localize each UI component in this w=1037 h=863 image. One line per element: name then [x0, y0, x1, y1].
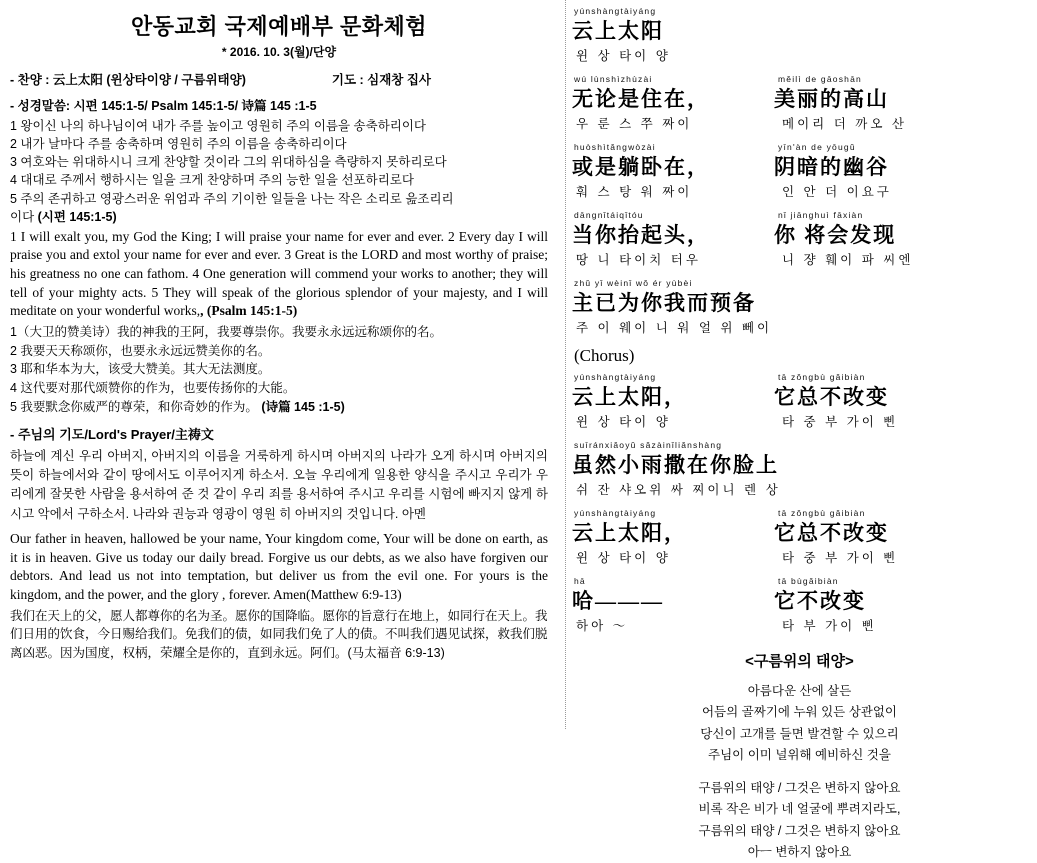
song-line-3-korean-a: 훠 스 탕 워 짜이: [576, 185, 693, 199]
song-line-3-korean-row: [570, 181, 1029, 200]
en-verse-text: 1 I will exalt you, my God the King; I will praise your name for ever and ever. 2 Every day I will praise you and extol your name for ever and ever. 3 Great is the LORD and most worthy of praise; his greatness no one can fathom. 4 One generation will commend your works to another; they will tell of your mighty acts. 5 They will speak of the glorious splendor of your majesty, and I will meditate on your wonderful works,: [10, 228, 548, 319]
song-line-3-korean-b: 인 안 더 이요구: [782, 185, 892, 199]
lords-prayer-chinese: 我们在天上的父，愿人都尊你的名为圣。愿你的国降临。愿你的旨意行在地上，如同行在天上。我们日用的饮食，今日赐给我们。免我们的债，如同我们免了人的债。不叫我们遇见试探，救我们脱离凶恶。因为国度，权柄，荣耀全是你的，直到永远。阿们。(马太福音 6:9-13): [10, 608, 548, 661]
korean-song-body: [570, 681, 1029, 863]
lords-prayer-korean: 하늘에 계신 우리 아버지, 아버지의 이름을 거룩하게 하시며 아버지의 나라가 오게 하시며 아버지의 뜻이 하늘에서와 같이 땅에서도 이루어지게 하소서. 오늘 우리에게 일용한 양식을 주시고 우리가 우리에게 잘못한 사람을 용서하여 준 것 같이 우리 죄를 용서하여 주시고 우리를 시험에 빠지지 않게 하시고 악에서 구하소서. 나라와 권능과 영광이 영원 히 아버지의 것입니다. 아멘: [10, 448, 548, 521]
song-line-5-korean: 주 이 웨이 니 워 얼 위 뻬이: [576, 321, 773, 335]
en-verse-reference: , (Psalm 145:1-5): [200, 303, 298, 319]
song-line-4-korean-row: [570, 249, 1029, 268]
song-line-5-hanzi: 主已为你我而预备: [572, 291, 756, 315]
chorus-line-4: [570, 576, 1029, 634]
song-line-1-korean: 윈 상 타이 양: [576, 49, 671, 63]
song-line-4-pinyin-a: dāngnǐtáiqǐtóu: [574, 210, 644, 220]
chorus-line-4-hanzi-b: 它不改变: [774, 589, 866, 613]
right-column: [560, 0, 1037, 859]
chorus-line-4-pinyin-a: hā: [574, 576, 586, 586]
chorus-line-2-pinyin: suīránxiǎoyǔ sǎzàinǐliǎnshàng: [574, 440, 723, 450]
chorus-line-1-hanzi-a: 云上太阳，: [572, 385, 687, 409]
song-line-4-korean-b: 니 쟝 훼이 파 씨엔: [782, 253, 914, 267]
song-chinese-block: [570, 6, 1029, 634]
song-line-2-hanzi-b: 美丽的高山: [774, 87, 889, 111]
chorus-line-3-hanzi-a: 云上太阳，: [572, 521, 687, 545]
chorus-line-4-hanzi-row: [570, 585, 1029, 615]
song-line-3-hanzi-b: 阴暗的幽谷: [774, 155, 889, 179]
cn-verse-reference: (诗篇 145 :1-5): [261, 399, 345, 414]
chorus-line-4-korean-b: 타 부 가이 삔: [782, 619, 877, 633]
page-title: 안동교회 국제예배부 문화체험: [130, 14, 427, 39]
kr-verse-2: 2 내가 날마다 주를 송축하며 영원히 주의 이름을 송축하리이다: [10, 137, 347, 152]
chorus-line-4-hanzi-a: 哈———: [572, 589, 664, 613]
chorus-line-1-pinyin-b: tā zǒngbù gǎibiàn: [778, 372, 866, 382]
chorus-line-3-pinyin-row: [570, 508, 1029, 517]
hymn-and-prayer-row: [10, 70, 550, 88]
song-line-3-pinyin-row: [570, 142, 1029, 151]
chorus-line-3-korean-b: 타 중 부 가이 삔: [782, 551, 899, 565]
korean-stanza-2-line-3: 구름위의 태양 / 그것은 변하지 않아요: [698, 823, 901, 838]
song-line-2-korean-row: [570, 113, 1029, 132]
cn-verse-1: 1（大卫的赞美诗）我的神我的王阿，我要尊崇你。我要永永远远称颂你的名。: [10, 324, 442, 339]
chorus-line-3-korean-row: [570, 547, 1029, 566]
korean-stanza-1-line-3: 당신이 고개를 들면 발견할 수 있으리: [700, 726, 899, 741]
song-line-1: [570, 6, 1029, 64]
chorus-line-3-hanzi-b: 它总不改变: [774, 521, 889, 545]
left-column: [0, 0, 560, 729]
cn-verse-4: 4 这代要对那代颂赞你的作为，也要传扬你的大能。: [10, 381, 296, 396]
song-line-5-pinyin: zhǔ yǐ wèinǐ wǒ ér yùbèi: [574, 278, 693, 288]
song-line-2-hanzi-a: 无论是住在，: [572, 87, 710, 111]
chorus-line-4-pinyin-b: tā bùgǎibiàn: [778, 576, 839, 586]
chorus-line-3-pinyin-a: yúnshàngtàiyáng: [574, 508, 657, 518]
chorus-label: (Chorus): [574, 346, 635, 365]
cn-verse-5-row: [10, 398, 550, 417]
chorus-line-1-pinyin-row: [570, 372, 1029, 381]
cn-verse-5: 5 我要默念你威严的尊荣，和你奇妙的作为。: [10, 399, 258, 414]
chorus-line-2-korean: 쉬 잔 샤오위 싸 찌이니 렌 상: [576, 483, 781, 497]
song-line-2-pinyin-b: měilì de gāoshān: [778, 74, 862, 84]
chorus-line-1-hanzi-b: 它总不改变: [774, 385, 889, 409]
korean-stanza-2-line-1: 구름위의 태양 / 그것은 변하지 않아요: [698, 781, 901, 795]
cn-verse-3: 3 耶和华本为大，该受大赞美。其大无法测度。: [10, 362, 271, 377]
song-line-3-hanzi-row: [570, 151, 1029, 181]
chorus-line-3-pinyin-b: tā zǒngbù gǎibiàn: [778, 508, 866, 518]
korean-stanza-1-line-1: 아름다운 산에 살든: [747, 684, 852, 698]
song-line-4: [570, 210, 1029, 268]
song-line-4-pinyin-b: nǐ jiānghuì fāxiàn: [778, 210, 864, 220]
kr-verse-tail-row: [10, 208, 550, 226]
chorus-line-3: [570, 508, 1029, 566]
lords-prayer-english: Our father in heaven, hallowed be your name, Your kingdom come, Your will be done on earth, as it is in heaven. Give us today our daily bread. Forgive us our debts, as we also have forgiven our debtors. And lead us not into temptation, but deliver us from the evil one. For yours is the kingdom, and the power, and the glory , forever. Amen(Matthew 6:9-13): [10, 531, 548, 602]
hymn-label: - 찬양 : 云上太阳 (윈상타이양 / 구름위태양): [10, 73, 246, 87]
chorus-line-1-korean-row: [570, 411, 1029, 430]
korean-stanza-1-line-2: 어듬의 골짜기에 누워 있든 상관없이: [701, 705, 898, 720]
song-line-4-hanzi-row: [570, 219, 1029, 249]
cn-verse-2: 2 我要天天称颂你，也要永永远远赞美你的名。: [10, 343, 271, 358]
korean-song-title: <구름위의 태양>: [745, 653, 854, 670]
lords-prayer-heading: - 주님의 기도/Lord's Prayer/主祷文: [10, 426, 214, 442]
song-line-4-korean-a: 땅 니 타이치 터우: [576, 253, 701, 267]
song-line-3: [570, 142, 1029, 200]
chorus-line-3-hanzi-row: [570, 517, 1029, 547]
korean-stanza-2-line-4: 아ㅡ 변하지 않아요: [747, 844, 852, 859]
chorus-line-1-hanzi-row: [570, 381, 1029, 411]
song-line-2: [570, 74, 1029, 132]
song-line-4-hanzi-a: 当你抬起头，: [572, 223, 710, 247]
song-line-3-pinyin-b: yīn'àn de yōugǔ: [778, 142, 856, 152]
chorus-line-1-pinyin-a: yúnshàngtàiyáng: [574, 372, 657, 382]
chorus-line-2-hanzi: 虽然小雨撒在你脸上: [572, 453, 779, 477]
prayer-leader-label: 기도 : 심재창 집사: [331, 73, 431, 87]
chorus-line-2: [570, 440, 1029, 498]
chorus-line-1: [570, 372, 1029, 430]
chorus-line-4-pinyin-row: [570, 576, 1029, 585]
song-line-5: [570, 278, 1029, 336]
song-line-2-pinyin-row: [570, 74, 1029, 83]
song-line-2-korean-b: 메이리 더 까오 산: [782, 117, 907, 131]
en-verse-block: [10, 228, 548, 321]
chorus-line-4-korean-a: 하아 ～: [576, 619, 629, 633]
song-line-4-hanzi-b: 你 将会发现: [774, 223, 897, 247]
song-line-3-pinyin-a: huòshìtǎngwòzài: [574, 142, 656, 152]
chorus-line-1-korean-a: 윈 상 타이 양: [576, 415, 671, 429]
song-line-2-pinyin-a: wú lùnshìzhùzài: [574, 74, 653, 84]
korean-stanza-2-line-2: 비록 작은 비가 네 얼굴에 뿌려지라도,: [698, 802, 901, 817]
scripture-heading: - 성경말씀: 시편 145:1-5/ Psalm 145:1-5/ 诗篇 145 :1-5: [10, 99, 317, 113]
chorus-line-1-korean-b: 타 중 부 가이 삔: [782, 415, 899, 429]
chorus-line-4-korean-row: [570, 615, 1029, 634]
kr-verse-reference: (시편 145:1-5): [37, 209, 117, 224]
song-line-3-hanzi-a: 或是躺卧在，: [572, 155, 710, 179]
song-line-1-pinyin: yúnshàngtàiyáng: [574, 6, 657, 16]
kr-verse-3: 3 여호와는 위대하시니 크게 찬양할 것이라 그의 위대하심을 측량하지 못하리로다: [10, 155, 447, 170]
korean-stanza-2: [570, 778, 1029, 863]
korean-stanza-1: [570, 681, 1029, 766]
page-date: * 2016. 10. 3(월)/단양: [221, 45, 337, 59]
song-line-2-hanzi-row: [570, 83, 1029, 113]
kr-verse-1: 1 왕이신 나의 하나님이여 내가 주를 높이고 영원히 주의 이름을 송축하리이다: [10, 119, 427, 133]
song-line-2-korean-a: 우 룬 스 쭈 짜이: [576, 117, 693, 131]
kr-verse-4: 4 대대로 주께서 행하시는 일을 크게 찬양하며 주의 능한 일을 선포하리로다: [10, 173, 414, 188]
chorus-line-3-korean-a: 윈 상 타이 양: [576, 551, 671, 565]
song-line-4-pinyin-row: [570, 210, 1029, 219]
kr-verse-tail: 이다: [10, 209, 38, 224]
korean-stanza-1-line-4: 주님이 이미 널위해 예비하신 것을: [708, 747, 891, 762]
kr-verse-5: 5 주의 존귀하고 영광스러운 위엄과 주의 기이한 일들을 나는 작은 소리로 읊조리리: [10, 191, 454, 206]
song-line-1-hanzi: 云上太阳: [572, 19, 664, 43]
